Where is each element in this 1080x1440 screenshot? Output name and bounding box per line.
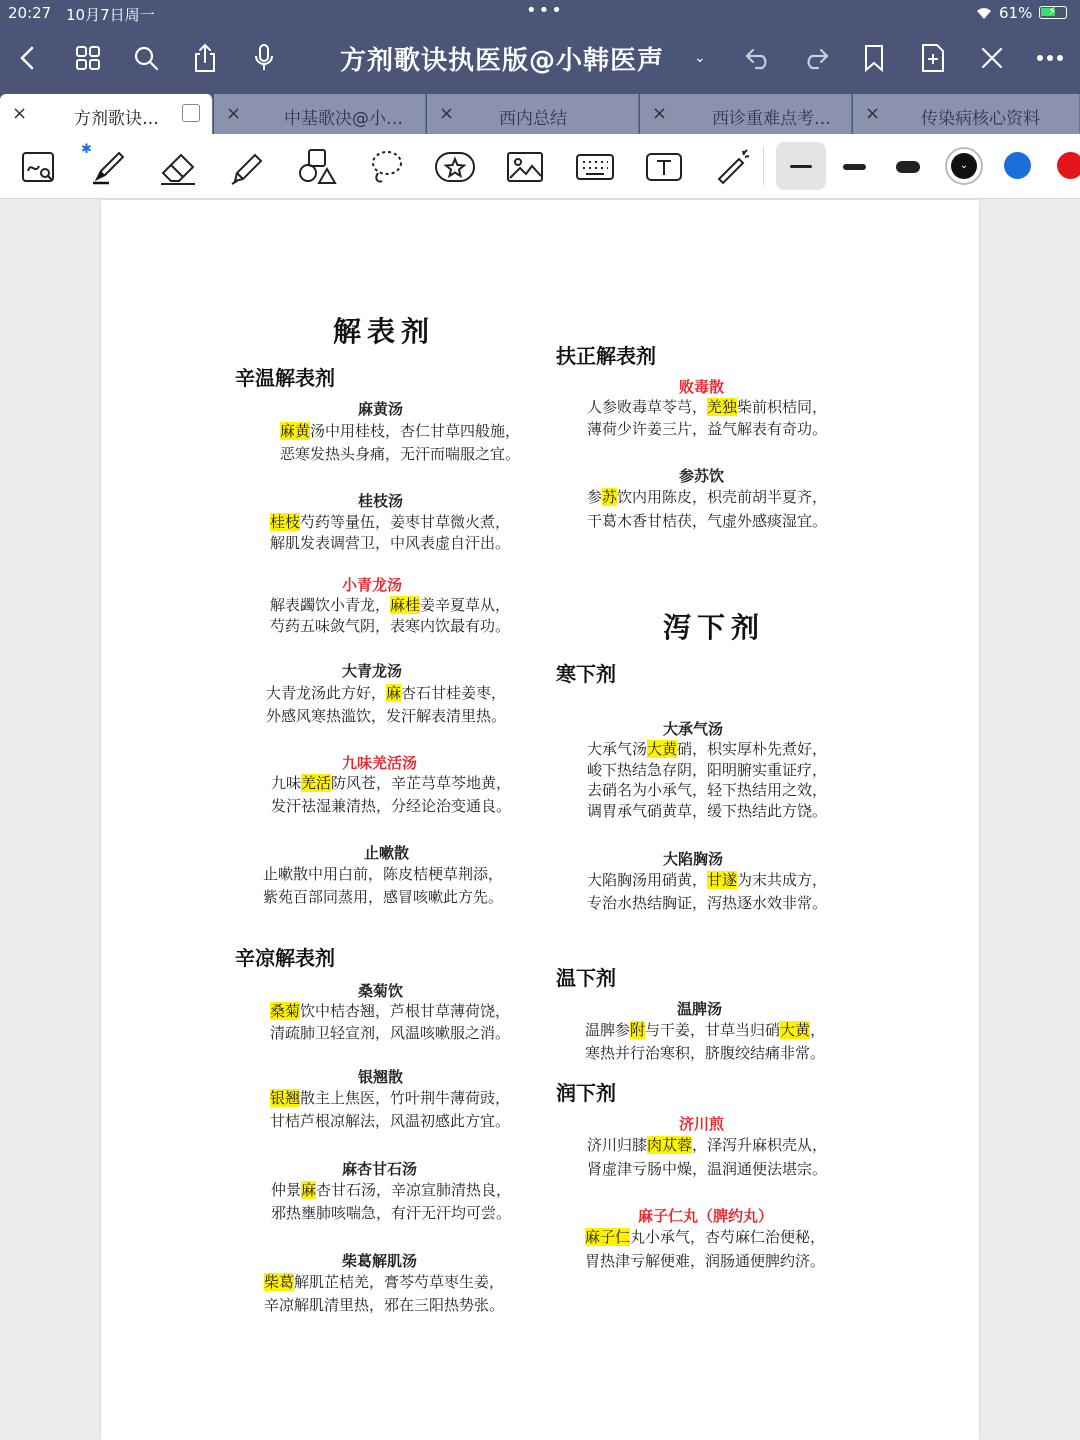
verse-line: 去硝名为小承气，轻下热结用之效， [587, 781, 828, 799]
formula-title: 桑菊饮 [358, 982, 404, 1000]
shapes-icon[interactable] [296, 146, 338, 188]
tab-label: 西诊重难点考… [712, 109, 831, 129]
tab-document-3[interactable] [427, 94, 639, 134]
formula-title: 九味羌活汤 [342, 754, 418, 772]
formula-title: 大陷胸汤 [663, 850, 724, 868]
subsection-fuzheng: 扶正解表剂 [556, 344, 656, 368]
back-button[interactable] [10, 40, 46, 76]
verse-line: 桂枝芍药等量伍，姜枣甘草微火煮， [270, 513, 511, 531]
formula-title: 败毒散 [679, 378, 725, 396]
highlighter-icon[interactable] [226, 146, 268, 188]
add-page-icon[interactable] [915, 40, 951, 76]
nav-bar [0, 26, 1080, 92]
verse-line: 解肌发表调营卫，中风表虚自汗出。 [270, 534, 511, 552]
verse-line: 薄荷少许姜三片，益气解表有奇功。 [587, 420, 828, 438]
verse-line: 调胃承气硝黄草，缓下热结此方饶。 [587, 802, 828, 820]
color-black-swatch[interactable]: ⌄ [945, 147, 983, 185]
formula-title: 温脾汤 [677, 1000, 723, 1018]
close-tab-icon[interactable]: × [439, 103, 455, 124]
tab-document-5[interactable] [853, 94, 1080, 134]
tools-off-icon[interactable] [974, 40, 1010, 76]
tab-label: 中基歌决@小… [284, 109, 403, 129]
bookmark-icon[interactable] [856, 40, 892, 76]
status-time: 20:27 [8, 4, 52, 22]
verse-line: 桑菊饮中桔杏翘，芦根甘草薄荷饶， [270, 1002, 511, 1020]
redo-icon[interactable] [798, 40, 834, 76]
battery-percent: 61% [999, 4, 1033, 22]
verse-line: 恶寒发热头身痛，无汗而喘服之宜。 [280, 445, 521, 463]
bluetooth-icon: ✱ [81, 142, 92, 157]
verse-line: 辛凉解肌清里热，邪在三阳热势张。 [264, 1296, 505, 1314]
battery-icon: ⚡ [1039, 6, 1067, 19]
subsection-wenxia: 温下剂 [556, 966, 616, 990]
status-bar [0, 0, 1080, 26]
formula-title: 银翘散 [358, 1068, 404, 1086]
chevron-down-icon[interactable]: ⌄ [694, 50, 706, 66]
stroke-thick-button[interactable] [896, 161, 920, 173]
verse-line: 甘桔芦根凉解法，风温初感此方宜。 [270, 1112, 511, 1130]
verse-line: 大青龙汤此方好，麻杏石甘桂姜枣， [266, 684, 507, 702]
formula-title: 大承气汤 [663, 720, 724, 738]
section-title-jiebiao: 解表剂 [333, 315, 436, 348]
verse-line: 胃热津亏解便难，润肠通便脾约济。 [585, 1252, 826, 1270]
stroke-thin-button[interactable] [776, 142, 826, 190]
tab-label: 方剂歌诀… [74, 109, 159, 129]
formula-title: 大青龙汤 [342, 662, 403, 680]
stroke-medium-button[interactable] [843, 164, 866, 170]
eraser-icon[interactable] [157, 146, 199, 188]
verse-line: 九味羌活防风苍，辛芷芎草芩地黄， [271, 774, 512, 792]
close-tab-icon[interactable]: × [865, 103, 881, 124]
verse-line: 仲景麻杏甘石汤，辛凉宣肺清热良， [271, 1181, 512, 1199]
verse-line: 麻子仁丸小承气，杏芍麻仁治便秘， [585, 1228, 826, 1246]
tab-label: 西内总结 [499, 109, 567, 129]
formula-title: 麻子仁丸（脾约丸） [638, 1207, 774, 1225]
document-page[interactable] [101, 200, 979, 1440]
multitask-dots-icon[interactable]: ••• [526, 0, 564, 21]
verse-line: 邪热壅肺咳喘急，有汗无汗均可尝。 [271, 1204, 512, 1222]
verse-line: 清疏肺卫轻宣剂，风温咳嗽服之消。 [270, 1024, 511, 1042]
tab-document-1[interactable] [0, 94, 213, 134]
wifi-icon [974, 5, 994, 24]
tab-document-4[interactable] [640, 94, 852, 134]
verse-line: 济川归膝肉苁蓉，泽泻升麻枳壳从， [587, 1136, 828, 1154]
subsection-xinliang: 辛凉解表剂 [235, 946, 335, 970]
color-blue-swatch[interactable] [1004, 152, 1031, 179]
section-title-xiexia: 泻下剂 [663, 611, 766, 644]
verse-line: 干葛木香甘桔茯，气虚外感痰湿宜。 [587, 512, 828, 530]
verse-line: 外感风寒热滥饮，发汗解表清里热。 [266, 707, 507, 725]
tab-document-2[interactable] [214, 94, 426, 134]
document-title[interactable]: 方剂歌诀执医版@小韩医声 [340, 46, 665, 76]
tab-label: 传染病核心资料 [921, 109, 1040, 129]
formula-title: 参苏饮 [679, 467, 725, 485]
formula-title: 小青龙汤 [342, 576, 403, 594]
verse-line: 紫苑百部同蒸用，感冒咳嗽此方先。 [263, 888, 504, 906]
formula-title: 桂枝汤 [358, 492, 404, 510]
share-icon[interactable] [187, 40, 223, 76]
verse-line: 银翘散主上焦医，竹叶荆牛薄荷豉， [270, 1089, 511, 1107]
laser-pointer-icon[interactable] [712, 146, 754, 188]
verse-line: 温脾参附与干姜，甘草当归硝大黄， [585, 1021, 826, 1039]
close-tab-icon[interactable]: × [226, 103, 242, 124]
status-date: 10月7日周一 [66, 6, 155, 24]
grid-view-icon[interactable] [70, 40, 106, 76]
verse-line: 峻下热结急存阴，阳明腑实重证疗， [587, 761, 828, 779]
verse-line: 寒热并行治寒积，脐腹绞结痛非常。 [585, 1044, 826, 1062]
verse-line: 解表蠲饮小青龙，麻桂姜辛夏草从， [270, 596, 511, 614]
image-icon[interactable] [504, 146, 546, 188]
microphone-icon[interactable] [246, 40, 282, 76]
verse-line: 大承气汤大黄硝，枳实厚朴先煮好， [587, 740, 828, 758]
close-tab-icon[interactable]: × [652, 103, 668, 124]
formula-title: 麻杏甘石汤 [342, 1160, 418, 1178]
keyboard-icon[interactable] [574, 146, 616, 188]
sticker-icon[interactable] [434, 146, 476, 188]
verse-line: 肾虚津亏肠中燥，温润通便法堪宗。 [587, 1160, 828, 1178]
undo-icon[interactable] [740, 40, 776, 76]
subsection-runxia: 润下剂 [556, 1081, 616, 1105]
verse-line: 麻黄汤中用桂枝，杏仁甘草四般施， [280, 422, 521, 440]
more-options-icon[interactable] [1032, 40, 1068, 76]
verse-line: 人参败毒草苓芎，羌独柴前枳桔同， [587, 398, 828, 416]
tab-bar [0, 92, 1080, 134]
subsection-xinwen: 辛温解表剂 [235, 366, 335, 390]
pen-tool-icon[interactable] [88, 146, 130, 188]
verse-line: 止嗽散中用白前，陈皮桔梗草荆添， [263, 865, 504, 883]
verse-line: 芍药五味敛气阴，表寒内饮最有功。 [270, 617, 511, 635]
handwriting-search-icon[interactable] [18, 146, 60, 188]
search-icon[interactable] [128, 40, 164, 76]
color-red-swatch[interactable] [1057, 152, 1080, 179]
verse-line: 参苏饮内用陈皮，枳壳前胡半夏齐， [587, 488, 828, 506]
toolbar-divider [763, 146, 764, 186]
lasso-icon[interactable] [365, 146, 407, 188]
drawing-toolbar [0, 134, 1080, 199]
verse-line: 发汗祛湿兼清热，分经论治变通良。 [271, 797, 512, 815]
subsection-hanxia: 寒下剂 [556, 662, 616, 686]
close-tab-icon[interactable]: × [12, 103, 28, 124]
split-view-icon[interactable] [182, 104, 200, 122]
verse-line: 柴葛解肌芷桔羌，膏芩芍草枣生姜， [264, 1273, 505, 1291]
text-box-icon[interactable] [643, 146, 685, 188]
formula-title: 济川煎 [679, 1115, 725, 1133]
formula-title: 麻黄汤 [358, 400, 404, 418]
verse-line: 专治水热结胸证，泻热逐水效非常。 [587, 894, 828, 912]
formula-title: 止嗽散 [364, 844, 410, 862]
formula-title: 柴葛解肌汤 [342, 1252, 418, 1270]
verse-line: 大陷胸汤用硝黄，甘遂为末共成方， [587, 871, 828, 889]
